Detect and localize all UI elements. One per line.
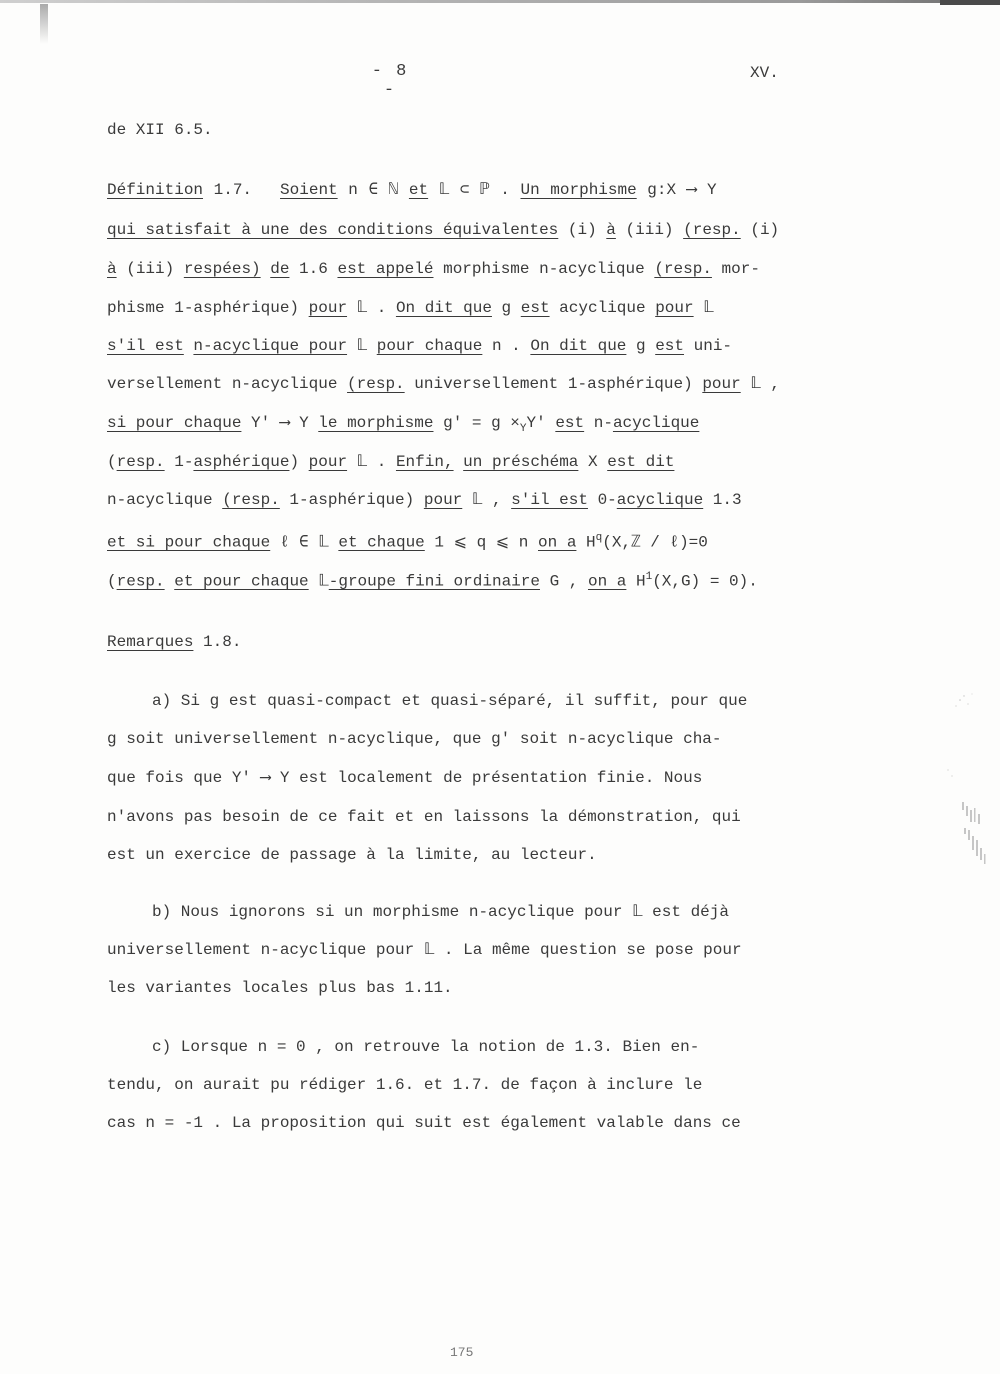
text-segment: Un morphisme bbox=[520, 181, 637, 199]
text-segment: 𝕃 bbox=[693, 299, 714, 317]
definition-line-11 bbox=[107, 567, 758, 591]
definition-line-7 bbox=[107, 413, 699, 439]
text-segment: si pour chaque bbox=[107, 414, 242, 432]
text-segment: resp. bbox=[116, 572, 165, 591]
top-edge-rule-dark bbox=[940, 0, 1000, 5]
text-segment: -groupe fini ordinaire bbox=[328, 572, 540, 591]
top-edge-rule bbox=[0, 0, 1000, 3]
text-segment: (resp. bbox=[347, 375, 405, 393]
text-segment: (resp. bbox=[222, 491, 280, 509]
text-segment: 1-asphérique) bbox=[279, 491, 424, 509]
text-segment: 𝕃 . bbox=[347, 453, 396, 471]
text-segment: (iii) bbox=[615, 221, 684, 239]
text-segment: et pour chaque bbox=[174, 572, 309, 591]
text-segment bbox=[165, 572, 175, 590]
text-segment: 𝕃 ⊂ ℙ bbox=[428, 181, 490, 199]
remarks-heading: Remarques bbox=[107, 633, 194, 651]
text-segment: pour bbox=[655, 299, 694, 317]
text-segment: 1.6 bbox=[289, 260, 338, 278]
remark-a-line-5: est un exercice de passage à la limite, au lecteur. bbox=[107, 846, 597, 864]
text-segment: 1- bbox=[164, 453, 194, 471]
text-segment: g' = g × bbox=[433, 414, 520, 432]
definition-line-3 bbox=[107, 259, 760, 279]
text-segment: X bbox=[578, 453, 608, 471]
text-segment: et si pour chaque bbox=[107, 533, 271, 552]
text-segment: 1.3 bbox=[703, 491, 742, 509]
remark-b-line-3: les variantes locales plus bas 1.11. bbox=[107, 979, 453, 997]
remark-c-line-1: c) Lorsque n = 0 , on retrouve la notion de 1.3. Bien en- bbox=[152, 1038, 700, 1056]
text-segment: On dit que bbox=[530, 337, 627, 355]
text-segment: resp. bbox=[116, 453, 165, 471]
text-segment bbox=[454, 453, 464, 471]
text-segment: pour chaque bbox=[376, 337, 483, 355]
text-segment: 0- bbox=[587, 491, 617, 509]
scan-corner-mark bbox=[40, 4, 48, 44]
text-segment: acyclique bbox=[616, 491, 704, 509]
definition-line-8 bbox=[107, 452, 674, 472]
text-segment bbox=[184, 337, 194, 355]
text-segment bbox=[261, 260, 271, 278]
text-segment: n ∈ ℕ bbox=[337, 181, 409, 199]
text-segment: On dit que bbox=[395, 299, 492, 317]
definition-line-6 bbox=[107, 374, 780, 394]
text-segment: s'il est bbox=[511, 491, 588, 509]
chapter-label: XV. bbox=[750, 64, 779, 82]
remark-c-line-3: cas n = -1 . La proposition qui suit est également valable dans ce bbox=[107, 1114, 741, 1132]
remark-c-line-2: tendu, on aurait pu rédiger 1.6. et 1.7. de façon à inclure le bbox=[107, 1076, 703, 1094]
text-segment: est bbox=[520, 299, 550, 317]
text-segment: à bbox=[606, 221, 616, 239]
text-segment: G , bbox=[539, 572, 588, 591]
text-segment: asphérique bbox=[193, 453, 290, 471]
definition-line-1 bbox=[107, 180, 717, 200]
text-segment: (i) bbox=[558, 221, 607, 239]
text-segment: le morphisme bbox=[318, 414, 434, 432]
text-segment: qui satisfait à une des conditions équivalentes bbox=[107, 221, 559, 239]
text-segment: pour bbox=[423, 491, 463, 509]
text-segment: et chaque bbox=[338, 533, 425, 552]
text-segment: est appelé bbox=[337, 260, 434, 278]
footer-page-number: 175 bbox=[450, 1345, 474, 1360]
remarks-heading-line bbox=[107, 632, 241, 652]
text-segment: (iii) bbox=[116, 260, 184, 278]
superscript: 1 bbox=[645, 571, 653, 583]
definition-line-10 bbox=[107, 528, 708, 552]
remarks-number: 1.8. bbox=[193, 633, 242, 651]
text-segment: g bbox=[626, 337, 656, 355]
remark-a-line-1: a) Si g est quasi-compact et quasi-séparé, il suffit, pour que bbox=[152, 692, 748, 710]
text-segment: pour bbox=[702, 375, 741, 393]
text-segment: s'il est bbox=[107, 337, 184, 355]
text-segment: Y' ⟶ Y bbox=[241, 414, 319, 432]
definition-line-9 bbox=[107, 490, 742, 510]
definition-line-5 bbox=[107, 336, 732, 356]
text-segment: morphisme n-acyclique bbox=[433, 260, 655, 278]
definition-number: 1.7. bbox=[203, 181, 253, 199]
text-segment: est dit bbox=[607, 453, 675, 471]
text-segment: ℓ ∈ 𝕃 bbox=[270, 533, 339, 552]
text-segment: Enfin, bbox=[395, 453, 454, 471]
text-segment: (X,ℤ / ℓ)=0 bbox=[602, 533, 708, 552]
text-segment: ( bbox=[107, 572, 117, 591]
text-segment: est bbox=[655, 337, 685, 355]
text-segment: uni- bbox=[684, 337, 733, 355]
definition-line-4 bbox=[107, 298, 714, 318]
text-segment: n-acyclique bbox=[107, 491, 223, 509]
text-segment: et bbox=[408, 181, 429, 199]
text-segment: 𝕃 . bbox=[347, 299, 396, 317]
remark-a-line-4: n'avons pas besoin de ce fait et en laissons la démonstration, qui bbox=[107, 808, 741, 826]
text-segment: acyclique bbox=[549, 299, 656, 317]
text-segment: (X,G) = 0). bbox=[652, 572, 758, 591]
remark-a-line-3: que fois que Y' ⟶ Y est localement de présentation finie. Nous bbox=[107, 769, 703, 787]
text-segment: H bbox=[626, 572, 646, 591]
text-segment: mor- bbox=[711, 260, 760, 278]
text-segment: g bbox=[491, 299, 521, 317]
text-segment: acyclique bbox=[612, 414, 700, 432]
text-segment: 𝕃 , bbox=[462, 491, 512, 509]
remark-b-line-1: b) Nous ignorons si un morphisme n-acyclique pour 𝕃 est déjà bbox=[152, 903, 729, 921]
text-segment: respées) bbox=[183, 260, 261, 278]
text-segment: 𝕃 bbox=[347, 337, 377, 355]
text-segment: 𝕃 , bbox=[740, 375, 780, 393]
text-segment: g:X ⟶ Y bbox=[636, 181, 717, 199]
text-segment: est bbox=[555, 414, 585, 432]
page-number: - 8 - bbox=[371, 62, 409, 100]
definition-line-2 bbox=[107, 220, 779, 240]
text-segment: 𝕃 bbox=[308, 572, 329, 591]
definition-heading: Définition bbox=[107, 181, 204, 199]
remark-a-line-2: g soit universellement n-acyclique, que g' soit n-acyclique cha- bbox=[107, 730, 722, 748]
subscript: Y bbox=[519, 423, 527, 436]
text-segment: pour bbox=[308, 453, 348, 471]
text-segment: Soient bbox=[280, 181, 338, 199]
text-segment: n-acyclique pour bbox=[193, 337, 348, 355]
superscript: q bbox=[595, 532, 603, 544]
text-segment: phisme 1-asphérique) bbox=[107, 299, 309, 317]
text-segment: pour bbox=[308, 299, 348, 317]
text-segment: ) bbox=[289, 453, 309, 471]
text-segment: de bbox=[270, 260, 290, 278]
text-segment: (i) bbox=[740, 221, 780, 239]
text-segment: à bbox=[107, 260, 117, 278]
text-segment: n . bbox=[482, 337, 531, 355]
text-segment: versellement n-acyclique bbox=[107, 375, 348, 393]
text-segment: H bbox=[576, 533, 596, 552]
text-segment: un préschéma bbox=[463, 453, 579, 471]
text-segment: universellement 1-asphérique) bbox=[404, 375, 703, 393]
text-segment: on a bbox=[587, 572, 627, 591]
text-segment: . bbox=[489, 181, 521, 199]
text-segment: (resp. bbox=[683, 221, 741, 239]
text-segment: (resp. bbox=[654, 260, 712, 278]
margin-scan-noise bbox=[938, 690, 988, 880]
text-segment: on a bbox=[538, 533, 577, 552]
remark-b-line-2: universellement n-acyclique pour 𝕃 . La même question se pose pour bbox=[107, 941, 742, 959]
text-segment: 1 ⩽ q ⩽ n bbox=[424, 533, 539, 552]
text-segment: Y' bbox=[526, 414, 556, 432]
text-segment: n- bbox=[584, 414, 613, 432]
text-line-1: de XII 6.5. bbox=[107, 121, 213, 139]
text-segment: ( bbox=[107, 453, 117, 471]
